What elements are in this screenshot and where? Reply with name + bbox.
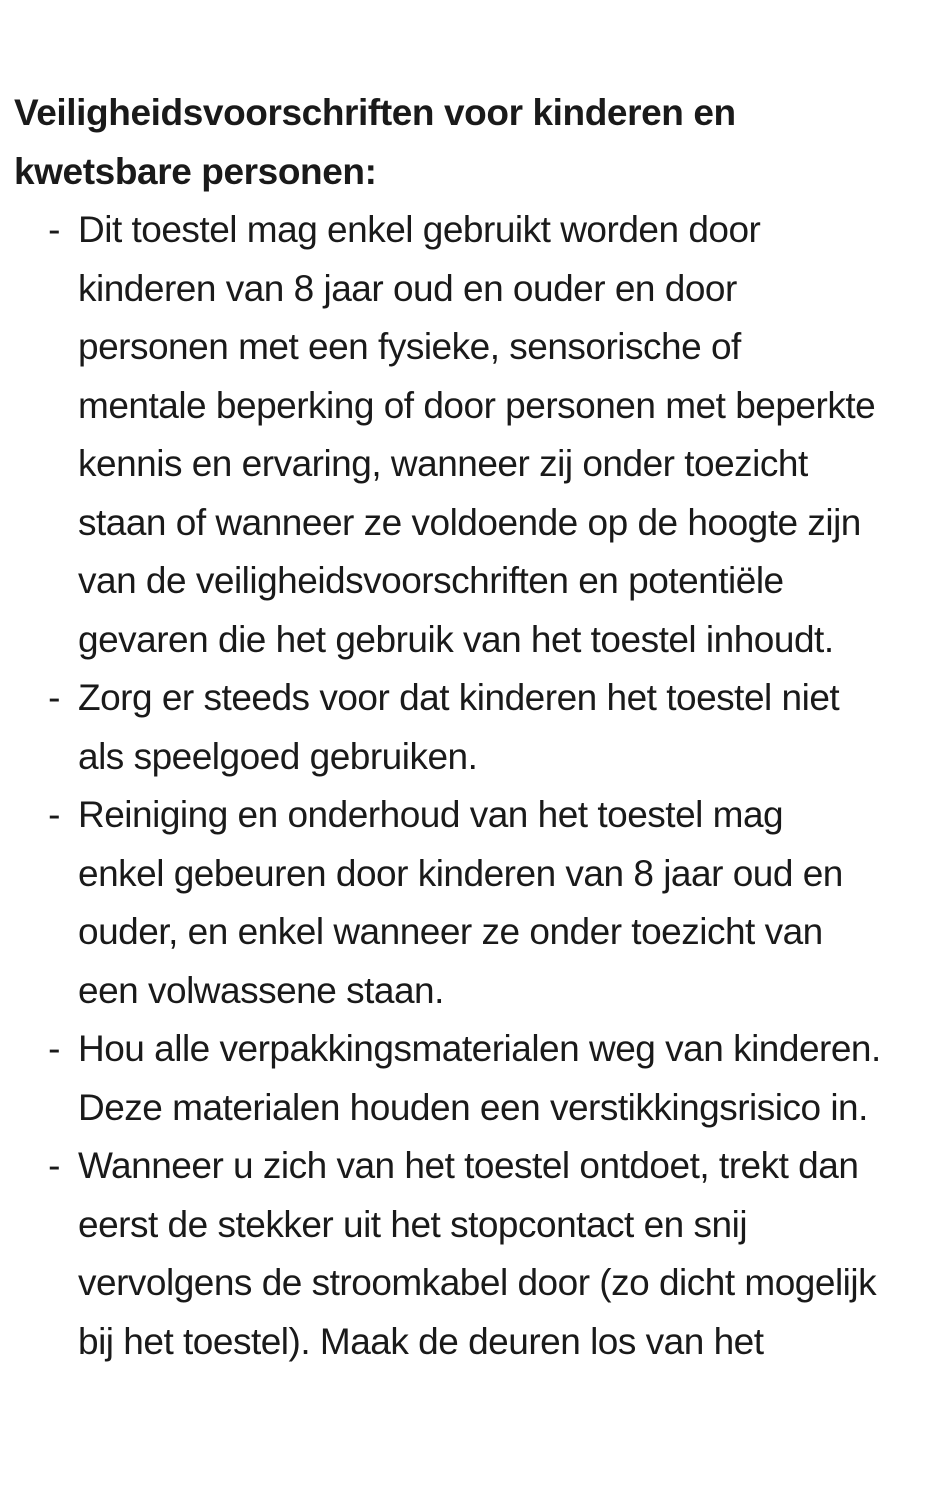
text-line: van de veiligheidsvoorschriften en potentiële [78,560,784,601]
text-line: Dit toestel mag enkel gebruikt worden door [78,209,761,250]
text-line: Wanneer u zich van het toestel ontdoet, trekt dan [78,1145,859,1186]
text-line: Reiniging en onderhoud van het toestel mag [78,794,784,835]
text-line: kennis en ervaring, wanneer zij onder toezicht [78,443,808,484]
warning-item-cleaning [14,786,948,1020]
warning-item-packaging [14,1020,948,1137]
bullet-dash: - [48,794,60,835]
text-line: ouder, en enkel wanneer ze onder toezicht van [78,911,823,952]
bullet-dash: - [48,677,60,718]
heading-line: Veiligheidsvoorschriften voor kinderen en [14,92,736,133]
safety-warning-list [14,201,950,1371]
warning-item-no-toy [14,669,948,786]
warning-item-supervision [14,201,948,669]
text-line: staan of wanneer ze voldoende op de hoogte zijn [78,501,861,543]
text-line: Zorg er steeds voor dat kinderen het toestel niet [78,677,840,718]
text-line: vervolgens de stroomkabel door (zo dicht mogelijk [78,1262,877,1303]
bullet-dash: - [48,1145,60,1186]
text-line: als speelgoed gebruiken. [78,735,478,777]
text-line: mentale beperking of door personen met beperkte [78,384,876,426]
section-heading [14,84,914,201]
text-line: een volwassene staan. [78,969,444,1011]
text-line: bij het toestel). Maak de deuren los van het [78,1320,764,1362]
text-line: eerst de stekker uit het stopcontact en snij [78,1203,748,1245]
text-line: personen met een fysieke, sensorische of [78,326,741,367]
warning-item-disposal [14,1137,948,1371]
text-line: enkel gebeuren door kinderen van 8 jaar oud en [78,852,843,894]
heading-line: kwetsbare personen: [14,150,377,192]
bullet-dash: - [48,209,60,250]
text-line: Deze materialen houden een verstikkingsrisico in. [78,1086,868,1128]
text-line: kinderen van 8 jaar oud en ouder en door [78,267,737,309]
text-line: gevaren die het gebruik van het toestel inhoudt. [78,618,834,660]
bullet-dash: - [48,1028,60,1069]
text-line: Hou alle verpakkingsmaterialen weg van kinderen. [78,1028,881,1069]
